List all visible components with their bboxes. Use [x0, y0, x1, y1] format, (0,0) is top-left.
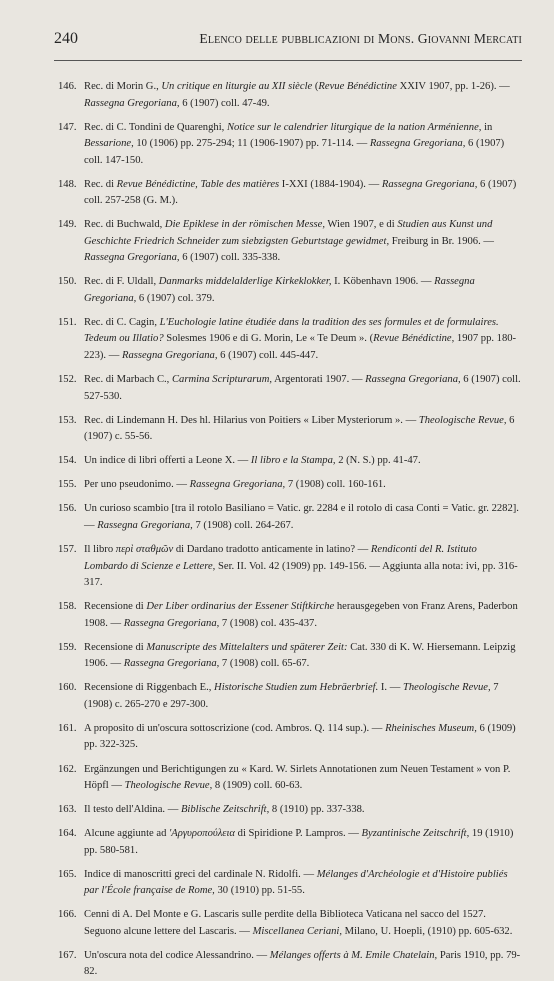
- bibliography-entry: [54, 413, 522, 446]
- entry-text: Il libro: [84, 544, 116, 556]
- entry-title-italic: Miscellanea Ceriani,: [252, 925, 343, 937]
- entry-title-italic: Studien aus Kunst und Geschichte Friedrich Schneider zum siebzigsten Geburtstage gewidmet,: [84, 219, 493, 247]
- entry-text: di Spiridione P. Lampros. —: [235, 828, 362, 840]
- running-title: Elenco delle pubblicazioni di Mons. Giovanni Mercati: [199, 31, 522, 46]
- entry-title-italic: Notice sur le calendrier liturgique de la nation Arménienne,: [226, 121, 482, 133]
- entry-title-italic: Mélanges offerts à M. Emile Chatelain,: [269, 949, 438, 961]
- entry-text: Cenni di A. Del Monte e G. Lascaris sulle perdite della Biblioteca Vaticana nel sacco del 1527. Seguono alcune lettere del Lascaris. —: [84, 909, 486, 937]
- entry-number: 147.: [58, 121, 77, 133]
- entry-text: (: [312, 81, 319, 92]
- entry-text: A proposito di un'oscura sottoscrizione (cod. Ambros. Q. 114 sup.). —: [84, 722, 386, 734]
- entry-text: Milano, U. Hoepli, (1910) pp. 605-632.: [342, 925, 513, 937]
- entry-title-italic: περὶ σταθμῶν: [115, 544, 174, 556]
- bibliography-list: [54, 79, 522, 981]
- entry-title-italic: Rheinisches Museum,: [385, 722, 477, 734]
- bibliography-entry: [54, 948, 522, 981]
- bibliography-entry: [54, 477, 522, 494]
- entry-text: Solesmes 1906 e di G. Morin, Le « Te Deum ». (: [163, 333, 374, 345]
- entry-number: 155.: [58, 479, 77, 491]
- entry-text: XXIV 1907, pp. 1-26). —: [396, 81, 510, 92]
- entry-title-italic: Manuscripte des Mittelalters und späterer Zeit:: [146, 641, 348, 653]
- entry-text: Rec. di Buchwald,: [84, 219, 165, 231]
- entry-number: 150.: [58, 276, 77, 288]
- entry-number: 159.: [58, 641, 77, 653]
- bibliography-entry: [54, 640, 522, 673]
- entry-number: 165.: [58, 868, 77, 880]
- entry-title-italic: Die Epiklese in der römischen Messe,: [164, 219, 325, 231]
- bibliography-entry: [54, 907, 522, 940]
- entry-number: 166.: [58, 909, 77, 921]
- entry-title-italic: Rendiconti del R. Istituto Lombardo di Scienze e Lettere,: [84, 544, 477, 572]
- entry-title-italic: Danmarks middelalderlige Kirkeklokker,: [158, 276, 332, 288]
- bibliography-entry: [54, 826, 522, 859]
- bibliography-entry: [54, 762, 522, 795]
- entry-text: Un'oscura nota del codice Alessandrino. —: [84, 949, 270, 961]
- entry-title-italic: Biblische Zeitschrift,: [180, 804, 270, 816]
- entry-number: 160.: [58, 682, 77, 694]
- entry-text: 10 (1906) pp. 275-294; 11 (1906-1907) pp. 71-114. —: [133, 138, 370, 150]
- entry-title-italic: Revue Bénédictine, Table des matières: [116, 178, 280, 190]
- entry-text: 1907 pp. 180-223). —: [84, 333, 517, 361]
- entry-text: Freiburg in Br. 1906. —: [389, 235, 494, 247]
- entry-number: 154.: [58, 455, 77, 467]
- entry-title-italic: Revue Bénédictine,: [373, 333, 455, 345]
- entry-title-italic: Rassegna Gregoriana,: [84, 276, 475, 304]
- entry-number: 161.: [58, 722, 77, 734]
- entry-text: Paris 1910, pp. 79-82.: [84, 949, 521, 978]
- header-rule: [54, 60, 522, 61]
- entry-title-italic: Rassegna Gregoriana,: [123, 658, 220, 670]
- entry-text: herausgegeben von Franz Arens, Paderbon 1908. —: [84, 601, 518, 629]
- entry-number: 164.: [58, 828, 77, 840]
- entry-text: Rec. di Lindemann H. Des hl. Hilarius von Poitiers « Liber Mysteriorum ». —: [84, 414, 419, 426]
- entry-text: 6 (1907) coll. 335-338.: [179, 252, 281, 264]
- entry-number: 162.: [58, 763, 77, 775]
- entry-text: Argentorati 1907. —: [272, 374, 366, 386]
- entry-text: Rec. di: [84, 178, 117, 190]
- entry-title-italic: Theologische Revue,: [402, 682, 491, 694]
- entry-title-italic: Rassegna Gregoriana,: [189, 479, 286, 491]
- entry-text: Rec. di Marbach C.,: [84, 374, 172, 386]
- bibliography-entry: [54, 802, 522, 819]
- entry-text: 6 (1907) coll. 527-530.: [84, 374, 521, 402]
- entry-text: Rec. di C. Tondini de Quarenghi,: [84, 121, 227, 133]
- entry-title-italic: Rassegna Gregoriana,: [97, 519, 193, 531]
- entry-text: Alcune aggiunte ad: [84, 828, 170, 840]
- entry-text: Il testo dell'Aldina. —: [84, 804, 181, 816]
- entry-title-italic: Mélanges d'Archéologie et d'Histoire publiés par l'École française de Rome,: [84, 868, 508, 897]
- entry-text: 6 (1907) coll. 147-150.: [84, 138, 505, 166]
- entry-text: Cat. 330 di K. W. Hiersemann. Leipzig 1906. —: [84, 641, 516, 670]
- page-number: 240: [54, 30, 78, 47]
- entry-text: 7 (1908) c. 265-270 e 297-300.: [84, 682, 499, 710]
- entry-text: Wien 1907, e di: [324, 219, 398, 231]
- bibliography-entry: [54, 453, 522, 470]
- entry-title-italic: Der Liber ordinarius der Essener Stiftkirche: [146, 601, 335, 613]
- entry-title-italic: Rassegna Gregoriana,: [84, 97, 180, 109]
- bibliography-entry: [54, 501, 522, 534]
- entry-text: 19 (1910) pp. 580-581.: [84, 828, 514, 856]
- entry-title-italic: Bessarione,: [84, 138, 134, 150]
- entry-text: Recensione di Riggenbach E.,: [84, 682, 215, 694]
- entry-number: 157.: [58, 544, 77, 556]
- entry-text: 6 (1907) c. 55-56.: [84, 414, 515, 443]
- bibliography-entry: [54, 120, 522, 170]
- entry-text: I. —: [378, 682, 403, 694]
- entry-number: 163.: [58, 804, 77, 816]
- entry-text: 7 (1908) coll. 65-67.: [219, 658, 310, 670]
- bibliography-entry: [54, 315, 522, 365]
- entry-title-italic: Carmina Scripturarum,: [171, 374, 273, 386]
- bibliography-entry: [54, 177, 522, 210]
- entry-title-italic: Revue Bénédictine: [318, 81, 397, 92]
- entry-title-italic: L'Euchologie latine étudiée dans la tradition des ses formules et de formulaires. Tedeum ou Illatio?: [84, 316, 499, 345]
- page-header: [54, 30, 522, 54]
- entry-number: 151.: [58, 316, 77, 328]
- entry-title-italic: Un critique en liturgie au XII siècle: [161, 81, 313, 92]
- bibliography-entry: [54, 542, 522, 592]
- entry-text: 7 (1908) coll. 264-267.: [192, 519, 294, 531]
- entry-text: di Dardano tradotto anticamente in latino? —: [173, 544, 371, 556]
- entry-text: 7 (1908) col. 435-437.: [219, 617, 317, 629]
- entry-text: 6 (1909) pp. 322-325.: [84, 722, 516, 751]
- entry-text: Ergänzungen und Berichtigungen zu « Kard. W. Sirlets Annotationen zum Neuen Testament » von P. Höpfl —: [84, 763, 511, 791]
- entry-title-italic: Byzantinische Zeitschrift,: [361, 828, 470, 840]
- entry-text: Indice di manoscritti greci del cardinale N. Ridolfi. —: [84, 868, 317, 880]
- entry-title-italic: Rassegna Gregoriana,: [121, 349, 218, 361]
- entry-text: Un indice di libri offerti a Leone X. —: [84, 455, 251, 467]
- entry-title-italic: Rassegna Gregoriana,: [123, 617, 220, 629]
- entry-text: 6 (1907) col. 379.: [136, 292, 215, 304]
- bibliography-entry: [54, 79, 522, 112]
- bibliography-entry: [54, 372, 522, 405]
- entry-text: I-XXI (1884-1904). —: [279, 178, 382, 190]
- entry-number: 158.: [58, 601, 77, 613]
- entry-text: 8 (1910) pp. 337-338.: [269, 804, 365, 816]
- entry-title-italic: Rassegna Gregoriana,: [381, 178, 478, 190]
- bibliography-entry: [54, 867, 522, 900]
- entry-title-italic: Rassegna Gregoriana,: [369, 138, 466, 150]
- bibliography-entry: [54, 599, 522, 632]
- entry-text: 30 (1910) pp. 51-55.: [214, 885, 305, 897]
- entry-number: 167.: [58, 949, 77, 961]
- entry-text: 7 (1908) coll. 160-161.: [285, 479, 386, 491]
- entry-title-italic: Theologische Revue,: [418, 414, 507, 426]
- entry-title-italic: Theologische Revue,: [124, 780, 213, 791]
- entry-text: 8 (1909) coll. 60-63.: [212, 780, 303, 791]
- bibliography-entry: [54, 274, 522, 307]
- entry-number: 152.: [58, 374, 77, 386]
- entry-title-italic: Rassegna Gregoriana,: [365, 374, 461, 386]
- entry-text: Rec. di Morin G.,: [84, 81, 162, 92]
- bibliography-entry: [54, 217, 522, 267]
- entry-text: 2 (N. S.) pp. 41-47.: [335, 455, 421, 467]
- entry-number: 149.: [58, 219, 77, 231]
- entry-text: I. Köbenhavn 1906. —: [331, 276, 435, 288]
- bibliography-entry: [54, 721, 522, 754]
- entry-title-italic: 'Αργυροπούλεια: [169, 828, 235, 840]
- entry-text: Per uno pseudonimo. —: [84, 479, 190, 491]
- entry-number: 148.: [58, 178, 77, 190]
- entry-text: Recensione di: [84, 601, 147, 613]
- entry-title-italic: Il libro e la Stampa,: [250, 455, 336, 467]
- entry-title-italic: Rassegna Gregoriana,: [84, 252, 180, 264]
- entry-text: Un curioso scambio [tra il rotolo Basiliano = Vatic. gr. 2284 e il rotolo di casa Conti = Vatic. gr. 2282]. —: [84, 503, 519, 531]
- entry-title-italic: Historische Studien zum Hebräerbrief.: [214, 682, 379, 694]
- entry-text: 6 (1907) coll. 47-49.: [179, 97, 270, 109]
- entry-text: Recensione di: [84, 641, 147, 653]
- entry-text: 6 (1907) coll. 445-447.: [217, 349, 319, 361]
- entry-text: Ser. II. Vol. 42 (1909) pp. 149-156. — Aggiunta alla nota: ivi, pp. 316-317.: [84, 560, 518, 589]
- entry-text: Rec. di C. Cagin,: [84, 316, 160, 328]
- entry-text: 6 (1907) coll. 257-258 (G. M.).: [84, 178, 517, 207]
- entry-text: in: [481, 121, 493, 133]
- bibliography-entry: [54, 680, 522, 713]
- entry-text: Rec. di F. Uldall,: [84, 276, 159, 288]
- entry-number: 153.: [58, 414, 77, 426]
- entry-number: 146.: [58, 81, 77, 92]
- entry-number: 156.: [58, 503, 77, 515]
